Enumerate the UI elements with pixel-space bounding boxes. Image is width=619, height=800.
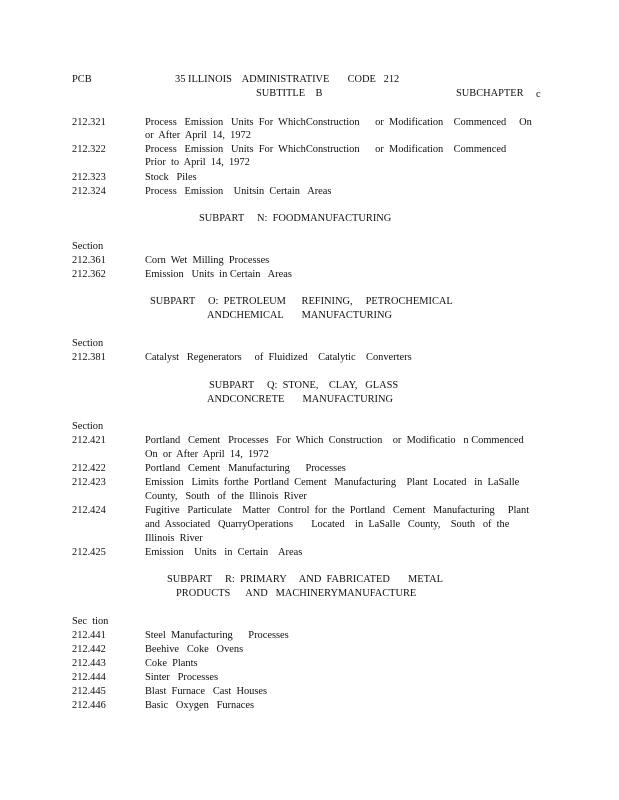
section-title: Beehive Coke Ovens [145, 644, 244, 655]
section-title: Coke Plants [145, 658, 198, 669]
section-number: 212.422 [72, 463, 106, 474]
section-title: Catalyst Regenerators of Fluidized Catalytic Converters [145, 352, 412, 363]
section-number: 212.322 [72, 144, 106, 155]
section-title: Fugitive Particulate Matter Control for the Portland Cement Manufacturing Plant [145, 505, 530, 516]
section-label: Section [72, 421, 104, 432]
section-title-continued: Illinois River [145, 533, 203, 544]
subpart-heading: SUBPART O: PETROLEUM REFINING, PETROCHEMICAL [150, 296, 453, 307]
subpart-heading: SUBPART R: PRIMARY AND FABRICATED METAL [167, 574, 443, 585]
section-number: 212.323 [72, 172, 106, 183]
section-number: 212.441 [72, 630, 106, 641]
section-label: Sec tion [72, 616, 109, 627]
section-title: Portland Cement Processes For Which Construction or Modificatio n Commenced [145, 435, 524, 446]
section-title-continued: and Associated QuarryOperations Located in LaSalle County, South of the [145, 519, 510, 530]
section-title: Process Emission Units For WhichConstruction or Modification Commenced On [145, 117, 532, 128]
section-title: Basic Oxygen Furnaces [145, 700, 255, 711]
section-title-continued: On or After April 14, 1972 [145, 449, 269, 460]
section-title: Emission Units in Certain Areas [145, 547, 303, 558]
section-title: Steel Manufacturing Processes [145, 630, 289, 641]
subpart-heading: SUBPART N: FOODMANUFACTURING [199, 213, 392, 224]
subpart-heading: SUBPART Q: STONE, CLAY, GLASS [209, 380, 399, 391]
section-number: 212.324 [72, 186, 106, 197]
header-title: 35 ILLINOIS ADMINISTRATIVE CODE 212 [175, 74, 400, 85]
section-number: 212.362 [72, 269, 106, 280]
section-number: 212.361 [72, 255, 106, 266]
subpart-heading-line2: PRODUCTS AND MACHINERYMANUFACTURE [176, 588, 417, 599]
header-subchapter: SUBCHAPTER [456, 88, 524, 99]
section-number: 212.442 [72, 644, 106, 655]
section-title: Stock Piles [145, 172, 197, 183]
subpart-heading-line2: ANDCHEMICAL MANUFACTURING [207, 310, 393, 321]
section-title: Sinter Processes [145, 672, 219, 683]
header-subtitle: SUBTITLE B [256, 88, 323, 99]
section-title-continued: County, South of the Illinois River [145, 491, 307, 502]
section-number: 212.381 [72, 352, 106, 363]
section-number: 212.445 [72, 686, 106, 697]
section-number: 212.321 [72, 117, 106, 128]
section-title: Emission Units in Certain Areas [145, 269, 292, 280]
section-number: 212.443 [72, 658, 106, 669]
header-pcb: PCB [72, 74, 92, 85]
section-title: Corn Wet Milling Processes [145, 255, 270, 266]
section-number: 212.446 [72, 700, 106, 711]
section-number: 212.423 [72, 477, 106, 488]
section-title: Portland Cement Manufacturing Processes [145, 463, 346, 474]
section-number: 212.425 [72, 547, 106, 558]
section-label: Section [72, 338, 104, 349]
section-title: Process Emission Units For WhichConstruction or Modification Commenced [145, 144, 507, 155]
section-title: Emission Limits forthe Portland Cement Manufacturing Plant Located in LaSalle [145, 477, 520, 488]
section-number: 212.444 [72, 672, 106, 683]
section-label: Section [72, 241, 104, 252]
header-subchapter-letter: c [536, 89, 541, 100]
section-title-continued: Prior to April 14, 1972 [145, 157, 250, 168]
section-title: Process Emission Unitsin Certain Areas [145, 186, 332, 197]
section-number: 212.424 [72, 505, 106, 516]
section-title-continued: or After April 14, 1972 [145, 130, 251, 141]
section-title: Blast Furnace Cast Houses [145, 686, 268, 697]
section-number: 212.421 [72, 435, 106, 446]
subpart-heading-line2: ANDCONCRETE MANUFACTURING [207, 394, 393, 405]
